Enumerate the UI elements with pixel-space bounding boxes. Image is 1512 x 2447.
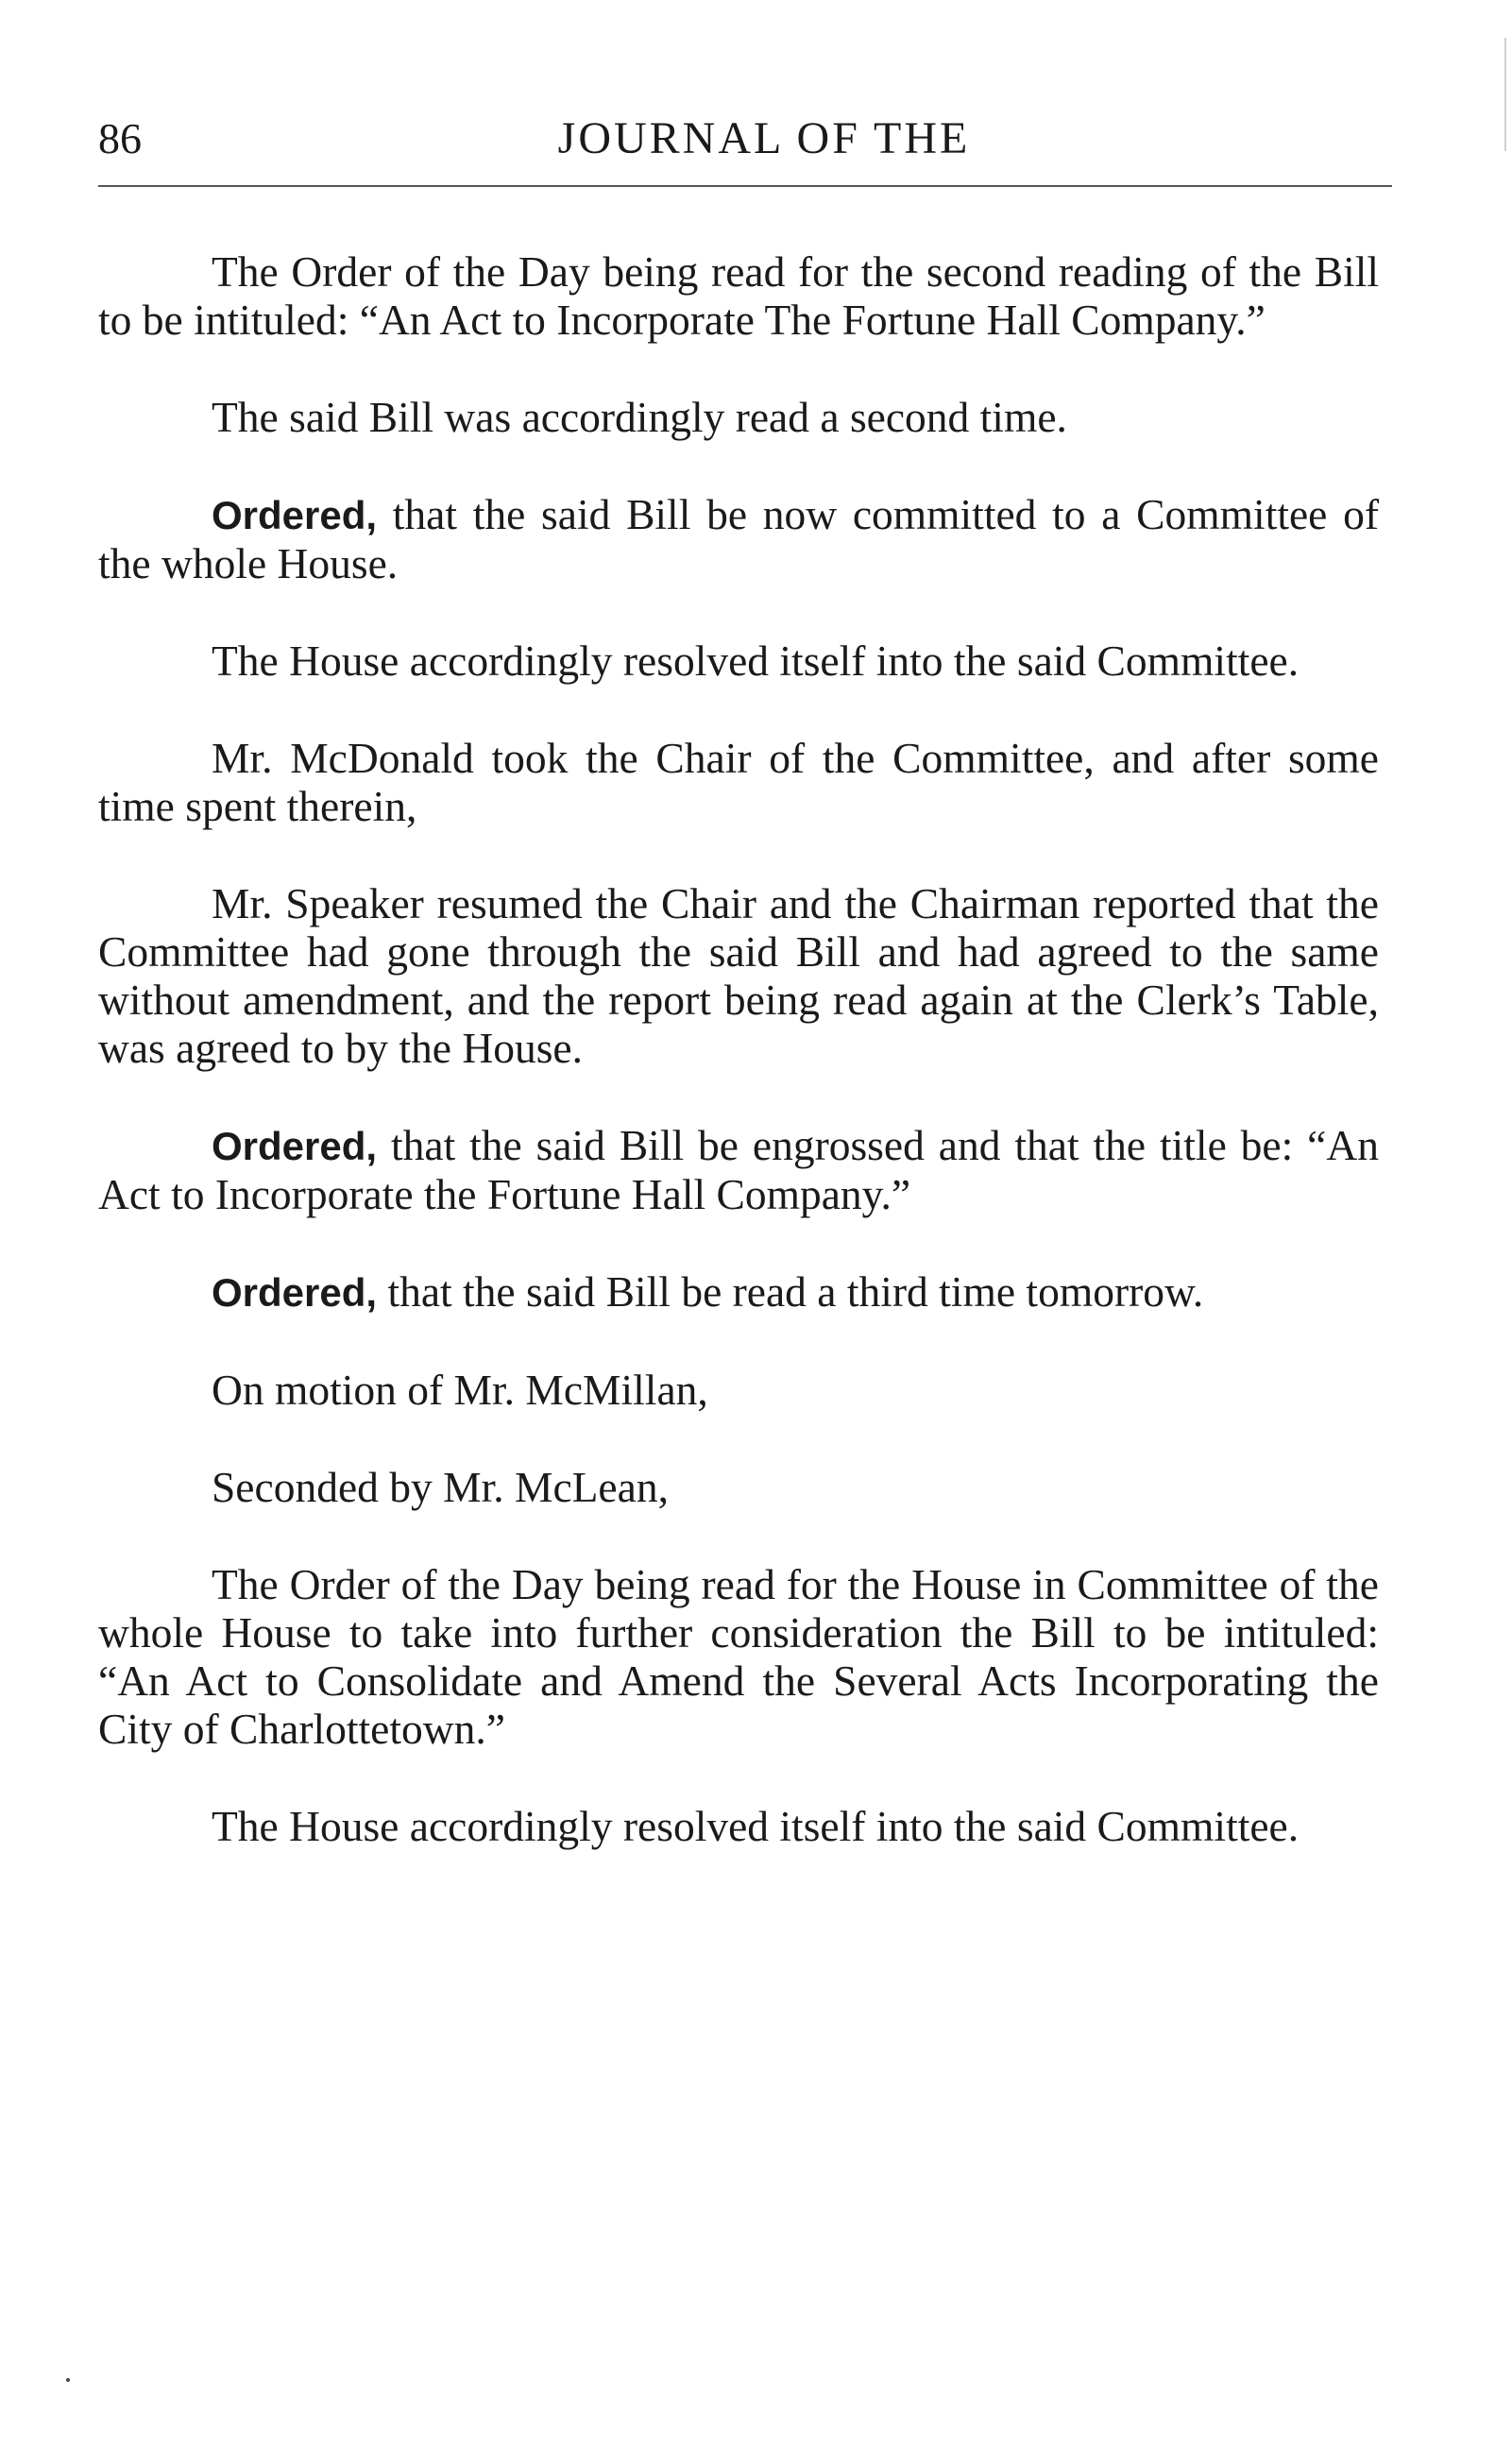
ordered-label: Ordered, — [212, 1124, 378, 1168]
paragraph-text: The Order of the Day being read for the House in Committee of the whole House to take into further consideration the Bill to be intituled: “An Act to Consolidate and Amend the Several Acts Incorporating the City of Charlottetown.” — [98, 1560, 1379, 1753]
paragraph-text: that the said Bill be now committed to a Committee of the whole House. — [98, 490, 1379, 587]
paragraph-house-resolved — [98, 637, 1379, 685]
paragraph-text: Mr. McDonald took the Chair of the Committee, and after some time spent therein, — [98, 734, 1379, 830]
running-head — [98, 106, 1392, 172]
paragraph-text: The Order of the Day being read for the second reading of the Bill to be intituled: “An Act to Incorporate The Fortune Hall Company.” — [98, 247, 1379, 344]
paragraph-text: Mr. Speaker resumed the Chair and the Chairman reported that the Committee had gone through the said Bill and had agreed to the same without amendment, and the report being read again at the Clerk’s Table, was agreed to by the House. — [98, 879, 1379, 1072]
ordered-label: Ordered, — [212, 493, 378, 537]
paragraph-house-resolved-final — [98, 1802, 1379, 1850]
paragraph-text: that the said Bill be engrossed and that the title be: “An Act to Incorporate the Fortune Hall Company.” — [98, 1121, 1379, 1218]
paragraph-text: The said Bill was accordingly read a second time. — [212, 393, 1067, 441]
page-number: 86 — [98, 114, 142, 162]
paragraph-motion — [98, 1366, 1379, 1414]
paragraph-ordered-third-reading — [98, 1267, 1379, 1317]
ordered-label: Ordered, — [212, 1270, 378, 1315]
paragraph-read-second-time — [98, 393, 1379, 441]
margin-speck — [66, 2378, 70, 2382]
paragraph-text: On motion of Mr. McMillan, — [212, 1366, 708, 1414]
paragraph-text: that the said Bill be read a third time tomorrow. — [377, 1267, 1204, 1316]
paragraph-ordered-committed — [98, 490, 1379, 587]
scan-edge-mark — [1504, 38, 1506, 151]
paragraph-order-charlottetown — [98, 1560, 1379, 1753]
header-rule — [98, 185, 1392, 187]
journal-body — [98, 247, 1379, 1899]
paragraph-chair-taken — [98, 734, 1379, 830]
paragraph-ordered-engrossed — [98, 1121, 1379, 1218]
paragraph-text: The House accordingly resolved itself into the said Committee. — [212, 1802, 1300, 1850]
paragraph-text: Seconded by Mr. McLean, — [212, 1463, 669, 1511]
paragraph-second-reading — [98, 247, 1379, 344]
paragraph-speaker-resumed — [98, 879, 1379, 1072]
paragraph-text: The House accordingly resolved itself into the said Committee. — [212, 637, 1300, 685]
paragraph-seconded — [98, 1463, 1379, 1511]
journal-title: JOURNAL OF THE — [557, 113, 971, 163]
